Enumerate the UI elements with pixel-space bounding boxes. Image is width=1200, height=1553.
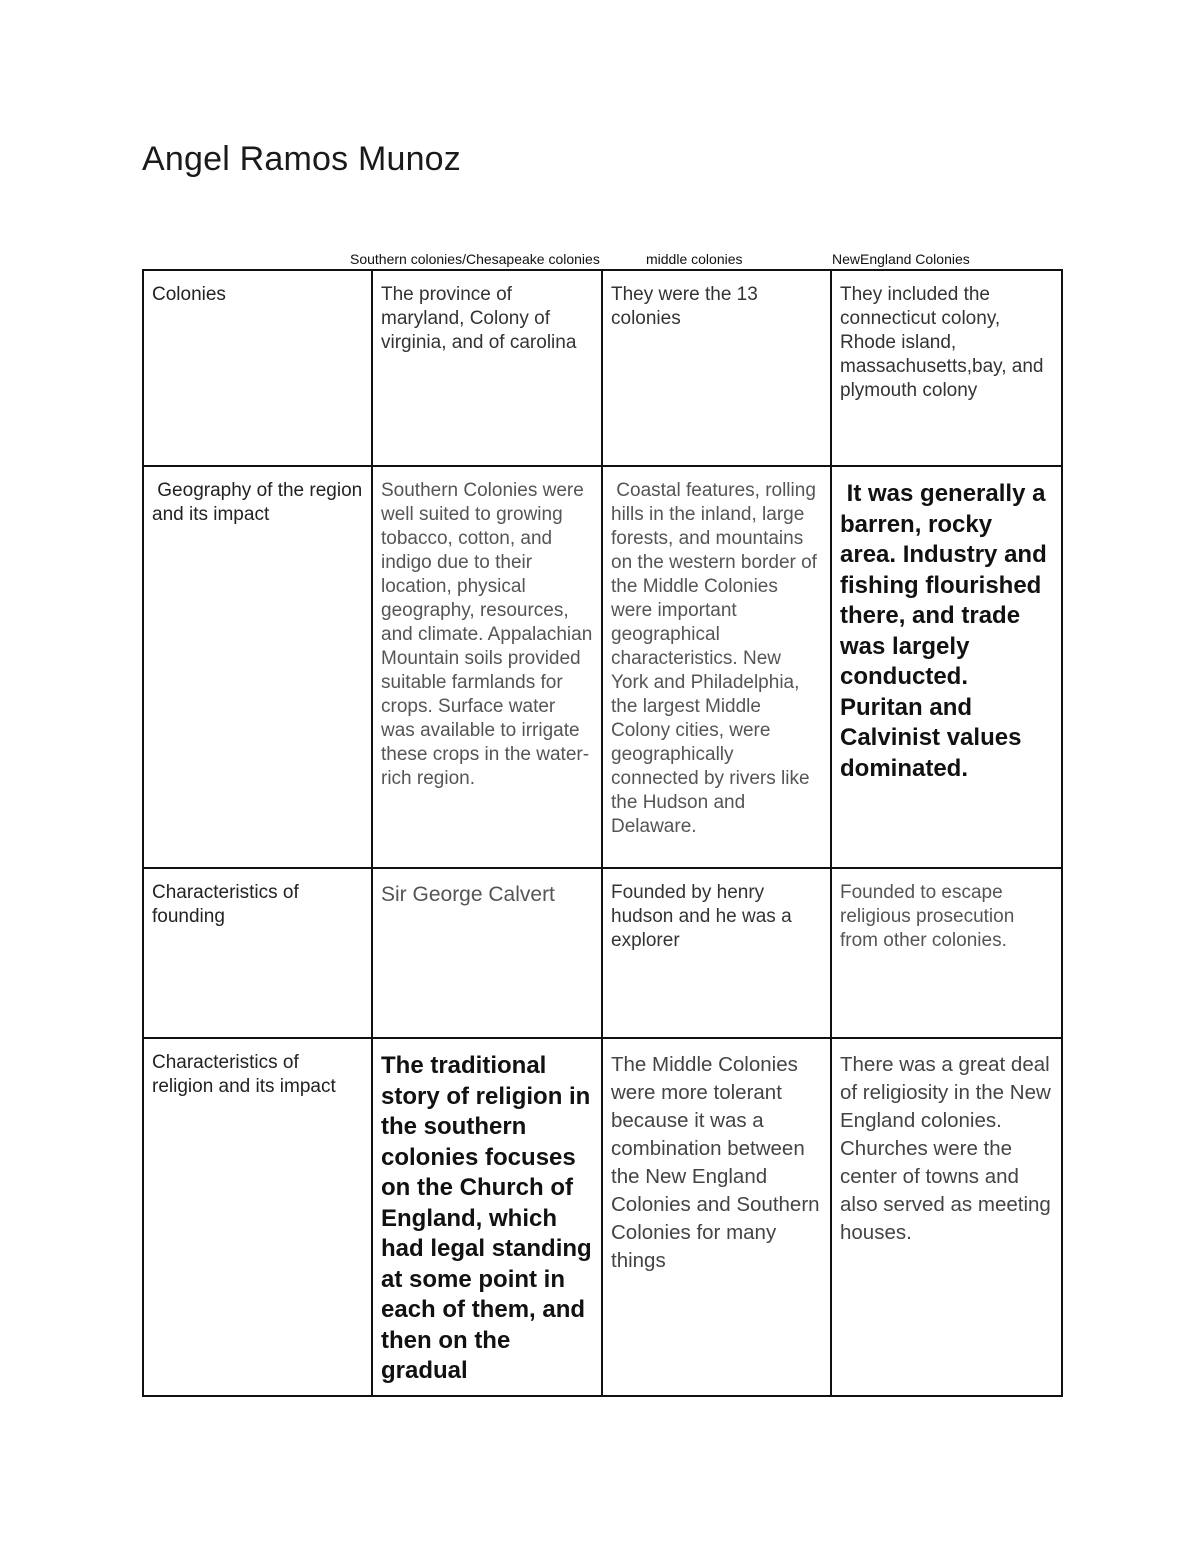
column-header-southern: Southern colonies/Chesapeake colonies xyxy=(350,251,600,267)
cell-founding-new-england: Founded to escape religious prosecution from other colonies. xyxy=(831,868,1062,1038)
cell-colonies-southern: The province of maryland, Colony of virginia, and of carolina xyxy=(372,270,602,466)
table-row-geography xyxy=(143,466,1062,868)
cell-geography-southern: Southern Colonies were well suited to growing tobacco, cotton, and indigo due to their location, physical geography, resources, and climate. Appalachian Mountain soils provided suitable farmlands for crops. Surface water was available to irrigate these crops in the water-rich region. xyxy=(372,466,602,868)
cell-colonies-middle: They were the 13 colonies xyxy=(602,270,831,466)
table-row-religion xyxy=(143,1038,1062,1396)
row-label-colonies: Colonies xyxy=(143,270,372,466)
row-label-geography: Geography of the region and its impact xyxy=(143,466,372,868)
table-row-founding xyxy=(143,868,1062,1038)
cell-colonies-new-england: They included the connecticut colony, Rhode island, massachusetts,bay, and plymouth colony xyxy=(831,270,1062,466)
page-title: Angel Ramos Munoz xyxy=(142,140,461,178)
cell-founding-southern: Sir George Calvert xyxy=(372,868,602,1038)
cell-religion-middle: The Middle Colonies were more tolerant because it was a combination between the New England Colonies and Southern Colonies for many things xyxy=(602,1038,831,1396)
row-label-founding: Characteristics of founding xyxy=(143,868,372,1038)
column-header-new-england: NewEngland Colonies xyxy=(832,251,970,267)
table-row-colonies xyxy=(143,270,1062,466)
cell-founding-middle: Founded by henry hudson and he was a explorer xyxy=(602,868,831,1038)
cell-religion-new-england: There was a great deal of religiosity in the New England colonies. Churches were the center of towns and also served as meeting houses. xyxy=(831,1038,1062,1396)
cell-religion-southern: The traditional story of religion in the southern colonies focuses on the Church of England, which had legal standing at some point in each of them, and then on the gradual xyxy=(372,1038,602,1396)
colonies-comparison-table xyxy=(142,269,1063,1397)
column-header-middle: middle colonies xyxy=(646,251,743,267)
row-label-religion: Characteristics of religion and its impact xyxy=(143,1038,372,1396)
cell-geography-middle: Coastal features, rolling hills in the inland, large forests, and mountains on the western border of the Middle Colonies were important geographical characteristics. New York and Philadelphia, the largest Middle Colony cities, were geographically connected by rivers like the Hudson and Delaware. xyxy=(602,466,831,868)
cell-geography-new-england: It was generally a barren, rocky area. Industry and fishing flourished there, and trade was largely conducted. Puritan and Calvinist values dominated. xyxy=(831,466,1062,868)
